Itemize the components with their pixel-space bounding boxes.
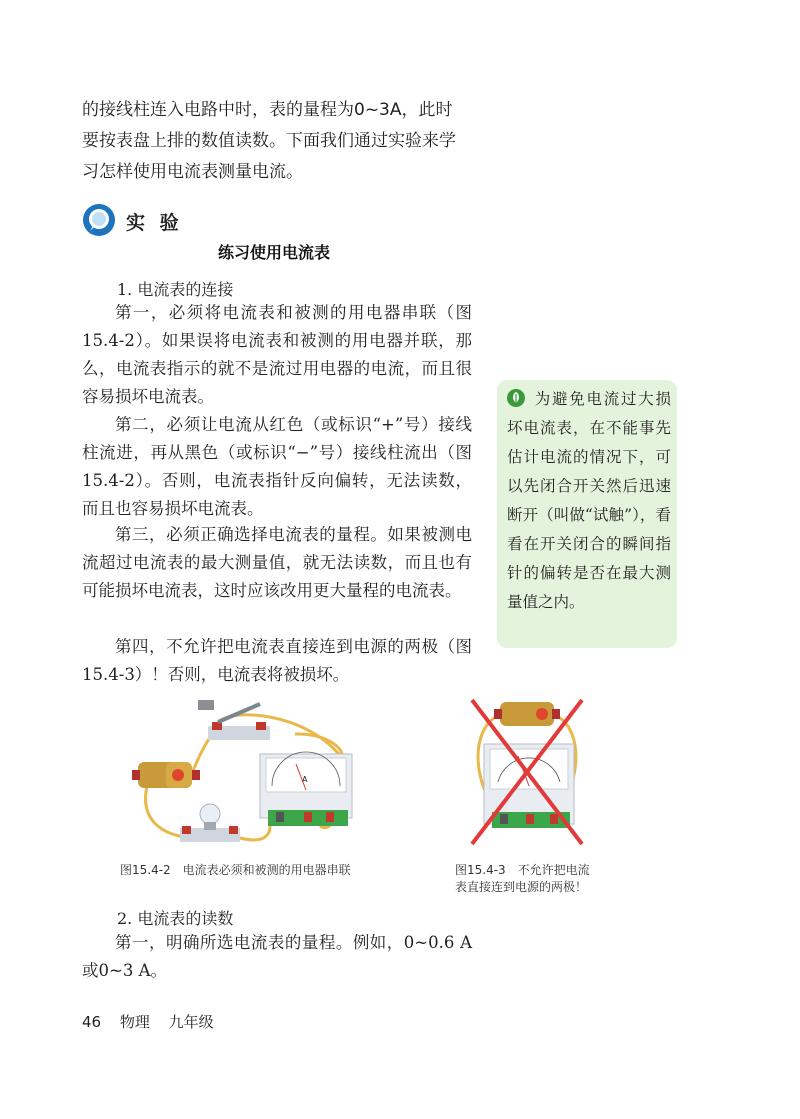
section2-paragraph-1: 第一，明确所选电流表的量程。例如，0~0.6 A或0~3 A。	[82, 933, 472, 980]
page-number: 46	[82, 1013, 102, 1031]
battery-positive-icon	[172, 769, 184, 781]
section1-paragraph-3: 第三，必须正确选择电流表的量程。如果被测电流超过电流表的最大测量值，就无法读数，而且也有可能损坏电流表，这时应该改用更大量程的电流表。	[82, 525, 472, 600]
bulb-icon	[200, 804, 220, 824]
figure-15-4-3-caption-line-2: 表直接连到电源的两极！	[455, 880, 588, 894]
intro-line-3: 习怎样使用电流表测量电流。	[82, 162, 303, 182]
section1-paragraph-4: 第四，不允许把电流表直接连到电源的两极（图15.4-3）！否则，电流表将被损坏。	[82, 637, 472, 684]
battery-positive-icon	[536, 708, 548, 720]
experiment-icon	[82, 203, 116, 237]
footer-grade: 九年级	[168, 1013, 214, 1031]
intro-line-2: 要按表盘上排的数值读数。下面我们通过实验来学	[82, 131, 456, 151]
experiment-label: 实 验	[126, 212, 183, 234]
figure-15-4-3	[462, 694, 592, 854]
leaf-icon	[507, 389, 525, 407]
section1-heading: 1. 电流表的连接	[117, 280, 234, 299]
figure-15-4-2	[120, 698, 360, 850]
section1-paragraph-2: 第二，必须让电流从红色（或标识“+”号）接线柱流进，再从黑色（或标识“−”号）接线柱流出（图15.4-2）。否则，电流表指针反向偏转，无法读数，而且也容易损坏电流表。	[82, 415, 472, 518]
sidebar-note	[507, 385, 671, 617]
page-footer	[82, 1011, 228, 1032]
footer-subject: 物理	[119, 1013, 150, 1031]
section1-paragraph-1: 第一，必须将电流表和被测的用电器串联（图15.4-2）。如果误将电流表和被测的用电器并联，那么，电流表指示的就不是流过用电器的电流，而且很容易损坏电流表。	[82, 303, 472, 406]
figure-15-4-3-caption-line-1: 图15.4-3 不允许把电流	[455, 863, 590, 877]
section2-heading: 2. 电流表的读数	[117, 909, 234, 928]
figure-15-4-2-caption: 图15.4-2 电流表必须和被测的用电器串联	[120, 863, 351, 877]
ammeter-letter: A	[302, 775, 308, 784]
sidebar-note-text: 为避免电流过大损坏电流表，在不能事先估计电流的情况下，可以先闭合开关然后迅速断开（叫做“试触”），看看在开关闭合的瞬间指针的偏转是否在最大测量值之内。	[507, 390, 671, 611]
intro-line-1: 的接线柱连入电路中时，表的量程为0~3A，此时	[82, 100, 453, 120]
experiment-title: 练习使用电流表	[217, 243, 330, 262]
